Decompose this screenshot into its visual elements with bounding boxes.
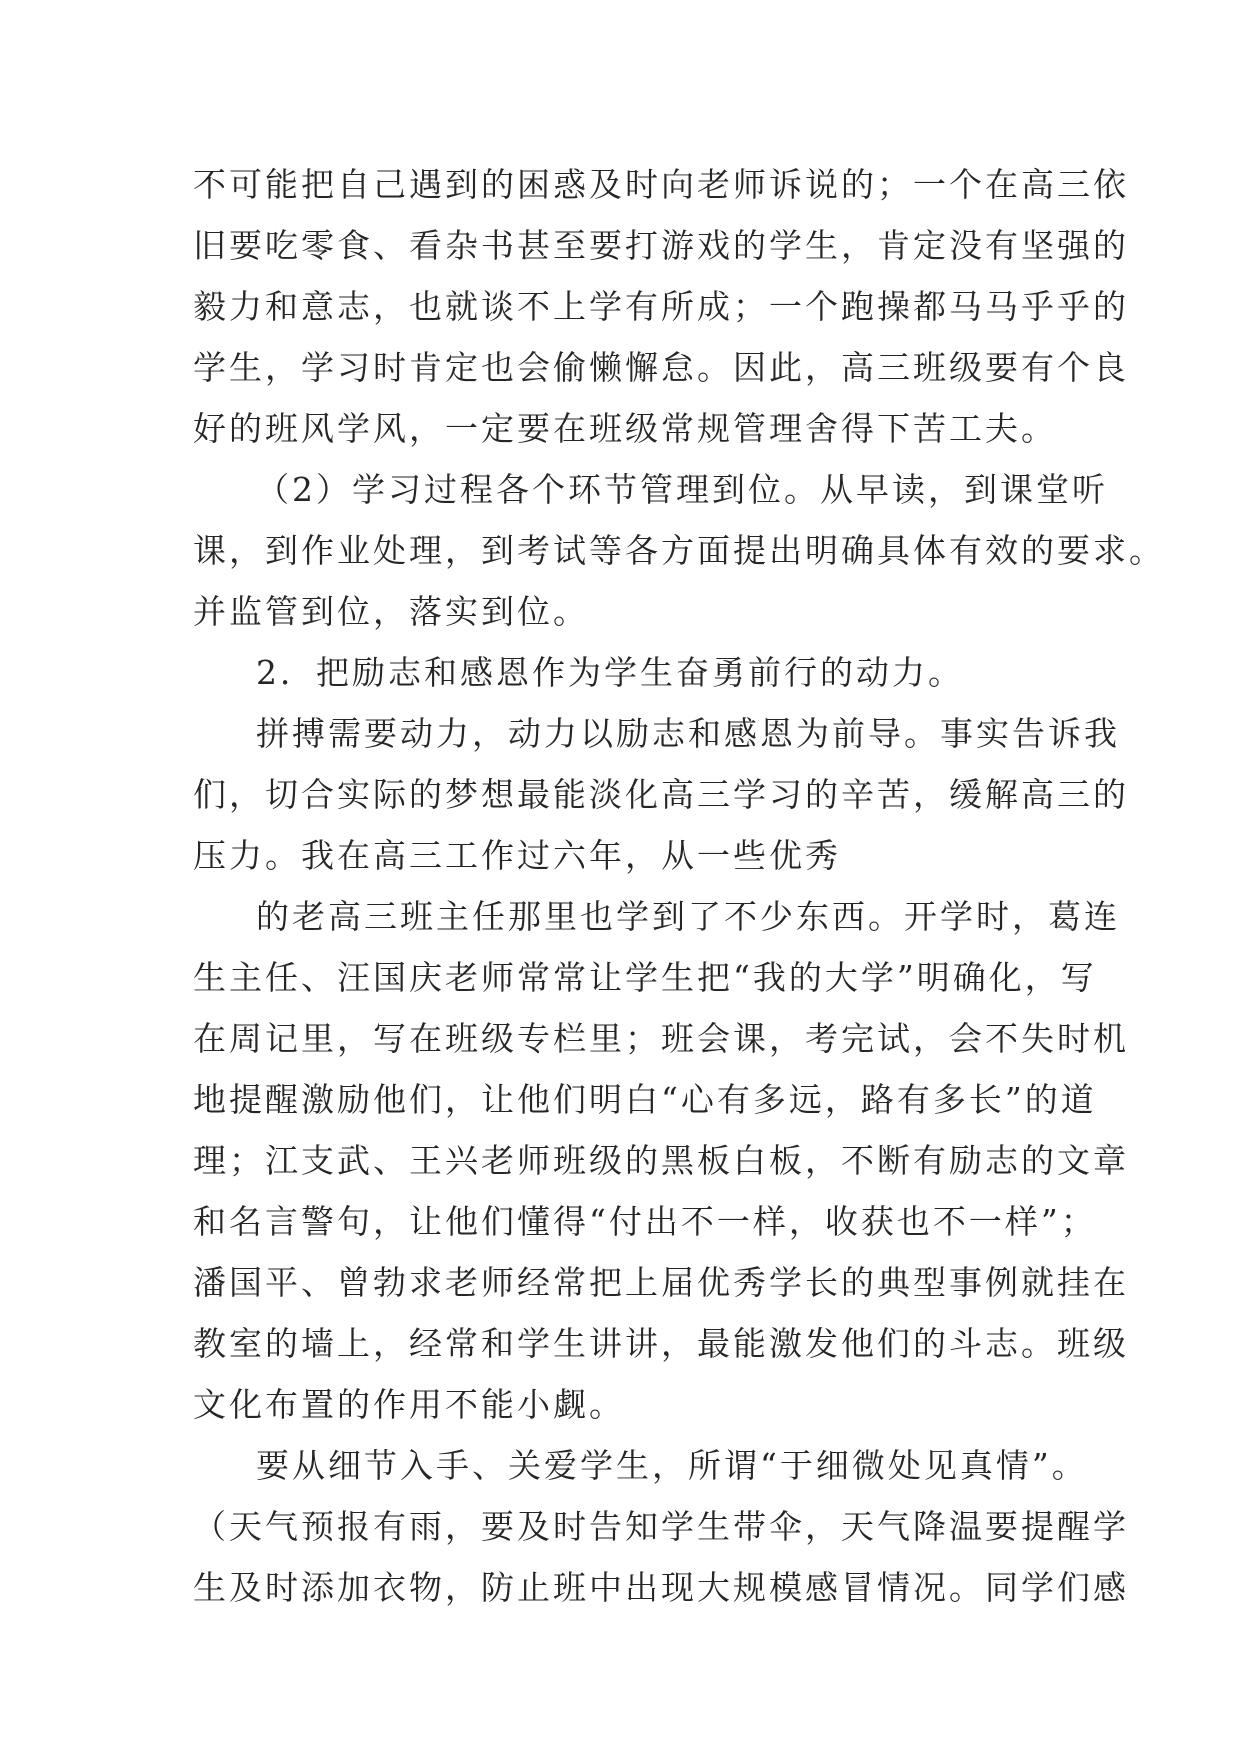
text-line: 生及时添加衣物，防止班中出现大规模感冒情况。同学们感 <box>193 1568 1129 1607</box>
text-line: 潘国平、曾勃求老师经常把上届优秀学长的典型事例就挂在 <box>193 1263 1129 1302</box>
text-line: 并监管到位，落实到位。 <box>193 592 589 631</box>
text-line: 毅力和意志，也就谈不上学有所成；一个跑操都马马乎乎的 <box>193 287 1129 326</box>
section-heading: 2．把励志和感恩作为学生奋勇前行的动力。 <box>256 653 964 692</box>
text-line: （天气预报有雨，要及时告知学生带伞，天气降温要提醒学 <box>193 1507 1129 1546</box>
text-line-paragraph-start: 拼搏需要动力，动力以励志和感恩为前导。事实告诉我 <box>256 714 1120 753</box>
document-body <box>193 154 1165 1618</box>
text-line-paragraph-start: （2）学习过程各个环节管理到位。从早读，到课堂听 <box>256 470 1108 509</box>
text-line: 压力。我在高三工作过六年，从一些优秀 <box>193 836 841 875</box>
text-line: 生主任、汪国庆老师常常让学生把“我的大学”明确化，写 <box>193 958 1097 997</box>
text-line: 教室的墙上，经常和学生讲讲，最能激发他们的斗志。班级 <box>193 1324 1129 1363</box>
text-line: 和名言警句，让他们懂得“付出不一样，收获也不一样”； <box>193 1202 1097 1241</box>
text-line: 不可能把自己遇到的困惑及时向老师诉说的；一个在高三依 <box>193 165 1129 204</box>
text-line-paragraph-start: 的老高三班主任那里也学到了不少东西。开学时，葛连 <box>256 897 1120 936</box>
text-line: 地提醒激励他们，让他们明白“心有多远，路有多长”的道 <box>193 1080 1097 1119</box>
text-line: 理；江支武、王兴老师班级的黑板白板，不断有励志的文章 <box>193 1141 1129 1180</box>
text-line: 旧要吃零食、看杂书甚至要打游戏的学生，肯定没有坚强的 <box>193 226 1129 265</box>
text-line: 文化布置的作用不能小觑。 <box>193 1385 625 1424</box>
text-line-paragraph-start: 要从细节入手、关爱学生，所谓“于细微处见真情”。 <box>256 1446 1088 1485</box>
text-line: 们，切合实际的梦想最能淡化高三学习的辛苦，缓解高三的 <box>193 775 1129 814</box>
text-line: 课，到作业处理，到考试等各方面提出明确具体有效的要求。 <box>193 531 1165 570</box>
text-line: 好的班风学风，一定要在班级常规管理舍得下苦工夫。 <box>193 409 1057 448</box>
text-line: 在周记里，写在班级专栏里；班会课，考完试，会不失时机 <box>193 1019 1129 1058</box>
text-line: 学生，学习时肯定也会偷懒懈怠。因此，高三班级要有个良 <box>193 348 1129 387</box>
